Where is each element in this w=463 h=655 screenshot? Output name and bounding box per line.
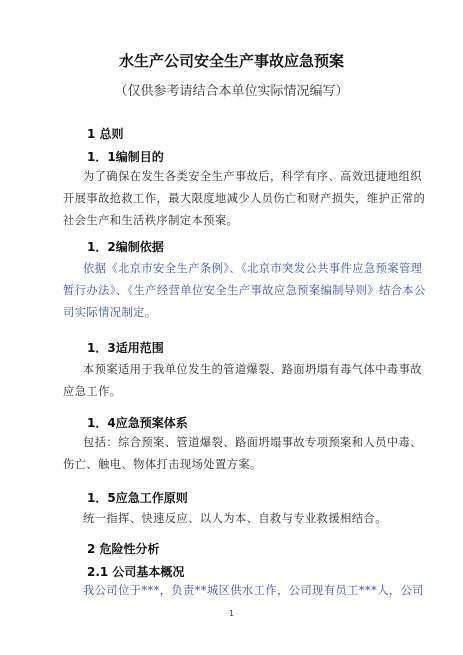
paragraph-line: 依据《北京市安全生产条例》、《北京市突发公共事件应急预案管理 [83,262,423,275]
section-2-1-heading: 2.1 公司基本概况 [87,565,185,579]
page-number: 1 [228,609,235,618]
section-1-5-heading: 1．5应急工作原则 [87,491,188,505]
paragraph-line: 本预案适用于我单位发生的管道爆裂、路面坍塌有毒气体中毒事故 [83,363,422,376]
paragraph-1-2 [63,258,426,324]
paragraph-line: 我公司位于***，负责**城区供水工作，公司现有员工***人，公司 [83,584,424,597]
section-1-heading: 1 总则 [87,127,124,141]
paragraph-line: 应急工作。 [63,385,122,398]
paragraph-line: 统一指挥、快速反应、以人为本、自救与专业救援相结合。 [83,512,387,525]
paragraph-1-4 [63,432,422,476]
document-title: 水生产公司安全生产事故应急预案 [118,52,344,70]
section-2-heading: 2 危险性分析 [87,542,160,556]
paragraph-1-1 [63,166,426,232]
paragraph-1-3 [63,359,422,403]
paragraph-line: 伤亡、触电、物体打击现场处置方案。 [63,458,262,471]
section-1-3-heading: 1．3适用范围 [87,341,164,355]
section-1-1-heading: 1．1编制目的 [87,150,164,164]
paragraph-line: 开展事故抢救工作，最大限度地减少人员伤亡和财产损失，维护正常的 [63,192,426,205]
section-1-4-heading: 1．4应急预案体系 [87,416,188,430]
paragraph-2-1 [63,580,424,602]
paragraph-line: 包括：综合预案、管道爆裂、路面坍塌事故专项预案和人员中毒、 [83,436,422,449]
document-subtitle: （仅供参考请结合本单位实际情况编写） [114,84,349,99]
paragraph-1-5 [63,508,413,530]
paragraph-line: 暂行办法》、《生产经营单位安全生产事故应急预案编制导则》结合本公 [63,284,426,297]
paragraph-line: 为了确保在发生各类安全生产事故后，科学有序、高效迅捷地组织 [83,170,422,183]
section-1-2-heading: 1．2编制依据 [87,240,164,254]
paragraph-line: 社会生产和生活秩序制定本预案。 [63,214,239,227]
paragraph-line: 司实际情况制定。 [63,306,157,319]
